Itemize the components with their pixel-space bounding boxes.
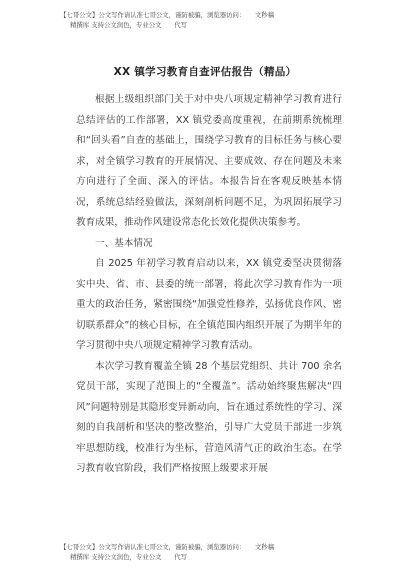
header-notice-line2: 精撰库 支持公文润色，专业公文 代写 [70, 21, 188, 29]
footer-notice [60, 542, 360, 562]
intro-paragraph: 根据上级组织部门关于对中央八项规定精神学习教育进行总结评估的工作部署，XX 镇党委高度重视，在前期系统梳理和“回头看”自查的基础上，围绕学习教育的目标任务与核心要求，对全镇学习教育的开展情况、主要成效、存在问题及未来方向进行了全面、深入的评估。本报告旨在客观反映基本情况，系统总结经验做法，深刻剖析问题不足，为巩固拓展学习教育成果，推动作风建设常态化长效化提供决策参考。 [76, 94, 342, 228]
body-paragraph-2: 自 2025 年初学习教育启动以来，XX 镇党委坚决贯彻落实中央、省、市、县委的统一部署，将此次学习教育作为一项重大的政治任务，紧密围绕“加强党性修养，弘扬优良作风、密切联系群众”的核心目标，在全镇范围内组织开展了为期半年的学习贯彻中央八项规定精神学习教育活动。 [76, 258, 342, 351]
document-title: XX 镇学习教育自查评估报告（精品） [113, 66, 297, 78]
header-notice-line1: 【七哥公文】公文写作请认准七哥公文，谨防被骗，浏览器访问： 文秒稿 [60, 11, 275, 19]
footer-notice-line2: 精撰库 支持公文润色，专业公文 代写 [70, 553, 188, 561]
section-heading: 一、基本情况 [95, 237, 153, 249]
footer-notice-line1: 【七哥公文】公文写作请认准七哥公文，谨防被骗，浏览器访问： 文秒稿 [60, 543, 275, 551]
header-notice [60, 10, 360, 30]
body-paragraph-3: 本次学习教育覆盖全镇 28 个基层党组织、共计 700 余名党员干部，实现了范围上的“全覆盖”。活动始终聚焦解决“四风”问题特别是其隐形变异新动向，旨在通过系统性的学习、深刻的自我剖析和坚决的整改整治，引导广大党员干部进一步筑牢思想防线，校准行为坐标，营造风清气正的政治生态。在学习教育收官阶段，我们严格按照上级要求开展 [76, 360, 342, 474]
document-body [76, 90, 342, 480]
